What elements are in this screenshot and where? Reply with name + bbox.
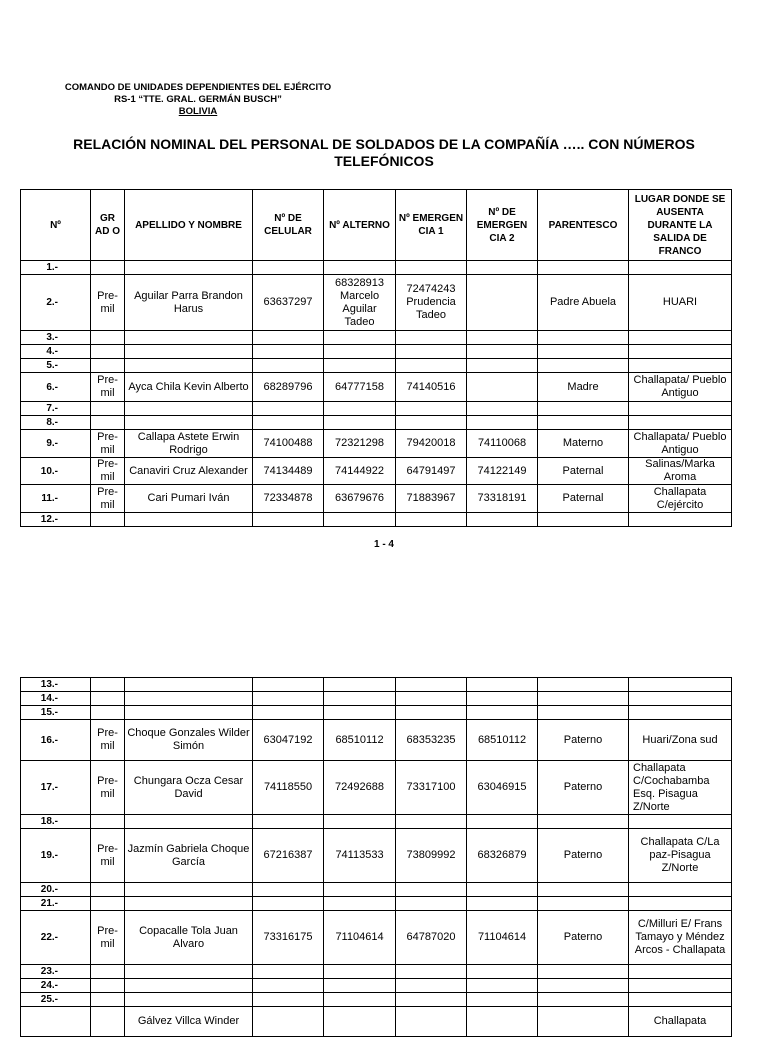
header-line-command: COMANDO DE UNIDADES DEPENDIENTES DEL EJÉRCITO <box>64 82 332 93</box>
table-row <box>21 678 732 692</box>
cell-rank: Pre-mil <box>91 911 125 965</box>
cell-rank <box>91 402 125 416</box>
cell-cellphone <box>253 897 324 911</box>
cell-relationship <box>538 883 629 897</box>
cell-rank <box>91 416 125 430</box>
cell-relationship <box>538 965 629 979</box>
cell-full-name <box>125 513 253 527</box>
table-row <box>21 331 732 345</box>
cell-emergency-phone-2: 74122149 <box>467 458 538 485</box>
cell-emergency-phone-2: 74110068 <box>467 430 538 458</box>
cell-emergency-phone-1 <box>396 815 467 829</box>
cell-leave-location <box>629 359 732 373</box>
cell-full-name <box>125 897 253 911</box>
cell-relationship <box>538 979 629 993</box>
cell-full-name <box>125 359 253 373</box>
cell-alternate-phone <box>324 993 396 1007</box>
cell-full-name: Jazmín Gabriela Choque García <box>125 829 253 883</box>
cell-rank: Pre-mil <box>91 485 125 513</box>
cell-leave-location: Challapata C/La paz-Pisagua Z/Norte <box>629 829 732 883</box>
cell-emergency-phone-1 <box>396 345 467 359</box>
cell-leave-location: Challapata/ Pueblo Antiguo <box>629 373 732 402</box>
table-row <box>21 261 732 275</box>
cell-cellphone <box>253 883 324 897</box>
cell-alternate-phone: 74113533 <box>324 829 396 883</box>
cell-cellphone: 68289796 <box>253 373 324 402</box>
cell-full-name: Aguilar Parra Brandon Harus <box>125 275 253 331</box>
cell-alternate-phone: 68510112 <box>324 720 396 761</box>
table-row <box>21 359 732 373</box>
cell-row-number: 15.- <box>21 706 91 720</box>
cell-emergency-phone-1: 79420018 <box>396 430 467 458</box>
table-row <box>21 911 732 965</box>
cell-alternate-phone: 72492688 <box>324 761 396 815</box>
cell-rank <box>91 979 125 993</box>
cell-rank <box>91 706 125 720</box>
cell-emergency-phone-1 <box>396 883 467 897</box>
cell-relationship: Paterno <box>538 761 629 815</box>
cell-alternate-phone <box>324 965 396 979</box>
cell-leave-location <box>629 261 732 275</box>
cell-emergency-phone-2 <box>467 706 538 720</box>
cell-leave-location <box>629 706 732 720</box>
cell-full-name: Cari Pumari Iván <box>125 485 253 513</box>
table-row <box>21 275 732 331</box>
cell-emergency-phone-1 <box>396 897 467 911</box>
cell-row-number: 16.- <box>21 720 91 761</box>
cell-cellphone: 74134489 <box>253 458 324 485</box>
cell-relationship <box>538 678 629 692</box>
table-row <box>21 1007 732 1037</box>
cell-rank: Pre-mil <box>91 275 125 331</box>
cell-row-number: 19.- <box>21 829 91 883</box>
personnel-table-page-2 <box>20 677 732 1037</box>
cell-alternate-phone <box>324 815 396 829</box>
cell-emergency-phone-1 <box>396 678 467 692</box>
cell-full-name <box>125 345 253 359</box>
table-row <box>21 720 732 761</box>
cell-row-number: 6.- <box>21 373 91 402</box>
cell-relationship: Madre <box>538 373 629 402</box>
table-row <box>21 706 732 720</box>
cell-rank: Pre-mil <box>91 761 125 815</box>
cell-leave-location <box>629 883 732 897</box>
cell-emergency-phone-1: 71883967 <box>396 485 467 513</box>
page-number: 1 - 4 <box>373 539 394 550</box>
cell-full-name <box>125 993 253 1007</box>
cell-relationship: Paterno <box>538 829 629 883</box>
cell-relationship <box>538 513 629 527</box>
cell-leave-location: Salinas/Marka Aroma <box>629 458 732 485</box>
cell-relationship <box>538 993 629 1007</box>
cell-cellphone <box>253 706 324 720</box>
personnel-table-page-1 <box>20 189 732 527</box>
header-line-unit: RS-1 “TTE. GRAL. GERMÁN BUSCH” <box>114 94 282 105</box>
cell-relationship <box>538 331 629 345</box>
cell-row-number: 1.- <box>21 261 91 275</box>
cell-full-name <box>125 678 253 692</box>
cell-emergency-phone-2 <box>467 1007 538 1037</box>
cell-cellphone: 72334878 <box>253 485 324 513</box>
table-row <box>21 485 732 513</box>
cell-alternate-phone <box>324 416 396 430</box>
cell-rank: Pre-mil <box>91 430 125 458</box>
cell-cellphone: 63047192 <box>253 720 324 761</box>
cell-relationship <box>538 897 629 911</box>
cell-emergency-phone-1 <box>396 261 467 275</box>
cell-relationship <box>538 416 629 430</box>
cell-row-number: 21.- <box>21 897 91 911</box>
cell-full-name <box>125 402 253 416</box>
table-row <box>21 692 732 706</box>
cell-row-number: 23.- <box>21 965 91 979</box>
cell-cellphone: 63637297 <box>253 275 324 331</box>
cell-relationship: Materno <box>538 430 629 458</box>
cell-row-number: 4.- <box>21 345 91 359</box>
cell-row-number: 18.- <box>21 815 91 829</box>
cell-relationship <box>538 359 629 373</box>
cell-emergency-phone-1: 73809992 <box>396 829 467 883</box>
cell-leave-location: Challapata C/Cochabamba Esq. Pisagua Z/Norte <box>629 761 732 815</box>
cell-row-number: 13.- <box>21 678 91 692</box>
cell-leave-location <box>629 965 732 979</box>
cell-leave-location <box>629 678 732 692</box>
cell-emergency-phone-2 <box>467 692 538 706</box>
cell-cellphone <box>253 513 324 527</box>
cell-emergency-phone-2: 68326879 <box>467 829 538 883</box>
cell-alternate-phone <box>324 692 396 706</box>
cell-cellphone <box>253 979 324 993</box>
cell-row-number: 8.- <box>21 416 91 430</box>
cell-relationship <box>538 815 629 829</box>
cell-leave-location: C/Milluri E/ Frans Tamayo y Méndez Arcos - Challapata <box>629 911 732 965</box>
cell-cellphone <box>253 359 324 373</box>
col-header-leave-location: LUGAR DONDE SE AUSENTA DURANTE LA SALIDA DE FRANCO <box>629 190 732 261</box>
cell-rank <box>91 678 125 692</box>
cell-emergency-phone-2 <box>467 897 538 911</box>
cell-cellphone <box>253 416 324 430</box>
cell-cellphone: 73316175 <box>253 911 324 965</box>
document-title: RELACIÓN NOMINAL DEL PERSONAL DE SOLDADOS DE LA COMPAÑÍA ….. CON NÚMEROS TELEFÓNICOS <box>73 136 695 169</box>
cell-emergency-phone-2 <box>467 513 538 527</box>
cell-relationship <box>538 1007 629 1037</box>
table-row <box>21 458 732 485</box>
cell-relationship: Padre Abuela <box>538 275 629 331</box>
cell-emergency-phone-2 <box>467 416 538 430</box>
cell-row-number: 3.- <box>21 331 91 345</box>
cell-leave-location <box>629 993 732 1007</box>
cell-row-number: 12.- <box>21 513 91 527</box>
col-header-name: APELLIDO Y NOMBRE <box>125 190 253 261</box>
cell-full-name <box>125 261 253 275</box>
cell-leave-location <box>629 331 732 345</box>
table-row <box>21 815 732 829</box>
col-header-number: Nº <box>21 190 91 261</box>
cell-rank <box>91 897 125 911</box>
cell-rank: Pre-mil <box>91 458 125 485</box>
cell-rank: Pre-mil <box>91 373 125 402</box>
cell-row-number: 14.- <box>21 692 91 706</box>
cell-emergency-phone-1: 64787020 <box>396 911 467 965</box>
cell-row-number: 5.- <box>21 359 91 373</box>
cell-alternate-phone: 68328913 Marcelo Aguilar Tadeo <box>324 275 396 331</box>
cell-cellphone <box>253 692 324 706</box>
cell-relationship <box>538 402 629 416</box>
cell-emergency-phone-1: 68353235 <box>396 720 467 761</box>
cell-cellphone <box>253 965 324 979</box>
cell-cellphone <box>253 993 324 1007</box>
table-row <box>21 979 732 993</box>
table-row <box>21 965 732 979</box>
cell-leave-location <box>629 692 732 706</box>
cell-relationship <box>538 261 629 275</box>
cell-row-number: 20.- <box>21 883 91 897</box>
cell-rank <box>91 883 125 897</box>
cell-emergency-phone-1: 72474243 Prudencia Tadeo <box>396 275 467 331</box>
cell-leave-location: Challapata <box>629 1007 732 1037</box>
cell-emergency-phone-2 <box>467 331 538 345</box>
cell-row-number: 9.- <box>21 430 91 458</box>
table-row <box>21 993 732 1007</box>
cell-emergency-phone-2 <box>467 345 538 359</box>
table-row <box>21 373 732 402</box>
cell-emergency-phone-1 <box>396 706 467 720</box>
cell-full-name <box>125 331 253 345</box>
cell-leave-location <box>629 345 732 359</box>
cell-row-number: 2.- <box>21 275 91 331</box>
cell-emergency-phone-2 <box>467 373 538 402</box>
cell-rank <box>91 815 125 829</box>
cell-alternate-phone <box>324 331 396 345</box>
cell-emergency-phone-1 <box>396 416 467 430</box>
cell-rank: Pre-mil <box>91 720 125 761</box>
cell-emergency-phone-2 <box>467 993 538 1007</box>
cell-leave-location: Huari/Zona sud <box>629 720 732 761</box>
table-row <box>21 761 732 815</box>
cell-emergency-phone-1 <box>396 402 467 416</box>
cell-relationship: Paternal <box>538 458 629 485</box>
cell-row-number: 22.- <box>21 911 91 965</box>
cell-leave-location <box>629 513 732 527</box>
cell-rank <box>91 261 125 275</box>
cell-emergency-phone-2: 71104614 <box>467 911 538 965</box>
cell-cellphone <box>253 345 324 359</box>
cell-full-name: Choque Gonzales Wilder Simón <box>125 720 253 761</box>
table-row <box>21 883 732 897</box>
cell-relationship <box>538 345 629 359</box>
col-header-emergency-2: Nº DE EMERGEN CIA 2 <box>467 190 538 261</box>
table-row <box>21 345 732 359</box>
table-row <box>21 513 732 527</box>
cell-full-name: Copacalle Tola Juan Alvaro <box>125 911 253 965</box>
cell-leave-location <box>629 979 732 993</box>
cell-rank <box>91 331 125 345</box>
cell-relationship: Paterno <box>538 911 629 965</box>
col-header-relationship: PARENTESCO <box>538 190 629 261</box>
cell-emergency-phone-1 <box>396 359 467 373</box>
cell-alternate-phone <box>324 883 396 897</box>
cell-emergency-phone-1 <box>396 1007 467 1037</box>
cell-cellphone <box>253 815 324 829</box>
cell-cellphone <box>253 402 324 416</box>
cell-emergency-phone-2 <box>467 979 538 993</box>
col-header-alternate: Nº ALTERNO <box>324 190 396 261</box>
cell-full-name: Callapa Astete Erwin Rodrigo <box>125 430 253 458</box>
col-header-cellphone: Nº DE CELULAR <box>253 190 324 261</box>
cell-alternate-phone <box>324 359 396 373</box>
cell-full-name <box>125 815 253 829</box>
cell-row-number: 10.- <box>21 458 91 485</box>
cell-cellphone <box>253 678 324 692</box>
cell-full-name <box>125 706 253 720</box>
cell-rank <box>91 513 125 527</box>
col-header-emergency-1: Nº EMERGEN CIA 1 <box>396 190 467 261</box>
cell-emergency-phone-2 <box>467 883 538 897</box>
cell-full-name <box>125 692 253 706</box>
cell-emergency-phone-2 <box>467 275 538 331</box>
cell-cellphone: 67216387 <box>253 829 324 883</box>
cell-alternate-phone <box>324 513 396 527</box>
cell-full-name <box>125 979 253 993</box>
cell-emergency-phone-2 <box>467 359 538 373</box>
cell-alternate-phone <box>324 402 396 416</box>
cell-cellphone <box>253 331 324 345</box>
cell-emergency-phone-2: 63046915 <box>467 761 538 815</box>
cell-rank <box>91 692 125 706</box>
table-row <box>21 416 732 430</box>
table-header-row <box>21 190 732 261</box>
cell-leave-location <box>629 897 732 911</box>
cell-emergency-phone-2: 73318191 <box>467 485 538 513</box>
table-row <box>21 829 732 883</box>
cell-row-number: 24.- <box>21 979 91 993</box>
cell-leave-location: Challapata C/ejército <box>629 485 732 513</box>
cell-alternate-phone: 64777158 <box>324 373 396 402</box>
cell-rank: Pre-mil <box>91 829 125 883</box>
cell-emergency-phone-1: 64791497 <box>396 458 467 485</box>
cell-leave-location: Challapata/ Pueblo Antiguo <box>629 430 732 458</box>
cell-row-number: 11.- <box>21 485 91 513</box>
cell-emergency-phone-1 <box>396 965 467 979</box>
cell-emergency-phone-1 <box>396 692 467 706</box>
cell-cellphone <box>253 261 324 275</box>
table-row <box>21 897 732 911</box>
cell-cellphone <box>253 1007 324 1037</box>
cell-rank <box>91 965 125 979</box>
cell-cellphone: 74118550 <box>253 761 324 815</box>
cell-relationship: Paternal <box>538 485 629 513</box>
cell-alternate-phone: 74144922 <box>324 458 396 485</box>
cell-emergency-phone-1 <box>396 979 467 993</box>
cell-full-name: Ayca Chila Kevin Alberto <box>125 373 253 402</box>
cell-alternate-phone <box>324 345 396 359</box>
cell-emergency-phone-1 <box>396 513 467 527</box>
cell-alternate-phone: 71104614 <box>324 911 396 965</box>
cell-full-name <box>125 965 253 979</box>
cell-rank <box>91 345 125 359</box>
table-row <box>21 430 732 458</box>
cell-alternate-phone: 72321298 <box>324 430 396 458</box>
cell-row-number: 25.- <box>21 993 91 1007</box>
cell-emergency-phone-1 <box>396 993 467 1007</box>
cell-emergency-phone-1: 73317100 <box>396 761 467 815</box>
cell-full-name: Canaviri Cruz Alexander <box>125 458 253 485</box>
document-header <box>40 82 356 118</box>
cell-relationship: Paterno <box>538 720 629 761</box>
header-line-country: BOLIVIA <box>178 106 218 117</box>
cell-full-name: Gálvez Villca Winder <box>125 1007 253 1037</box>
cell-full-name <box>125 883 253 897</box>
table-row <box>21 402 732 416</box>
cell-full-name: Chungara Ocza Cesar David <box>125 761 253 815</box>
cell-emergency-phone-1 <box>396 331 467 345</box>
cell-emergency-phone-2 <box>467 678 538 692</box>
cell-row-number <box>21 1007 91 1037</box>
cell-emergency-phone-2: 68510112 <box>467 720 538 761</box>
cell-emergency-phone-2 <box>467 402 538 416</box>
cell-rank <box>91 993 125 1007</box>
cell-row-number: 7.- <box>21 402 91 416</box>
cell-row-number: 17.- <box>21 761 91 815</box>
cell-alternate-phone <box>324 706 396 720</box>
col-header-rank: GR AD O <box>91 190 125 261</box>
cell-alternate-phone <box>324 897 396 911</box>
cell-relationship <box>538 692 629 706</box>
cell-rank <box>91 359 125 373</box>
cell-leave-location <box>629 402 732 416</box>
cell-alternate-phone <box>324 678 396 692</box>
cell-leave-location <box>629 815 732 829</box>
cell-alternate-phone <box>324 261 396 275</box>
cell-leave-location: HUARI <box>629 275 732 331</box>
cell-alternate-phone <box>324 979 396 993</box>
cell-leave-location <box>629 416 732 430</box>
cell-full-name <box>125 416 253 430</box>
cell-emergency-phone-2 <box>467 965 538 979</box>
cell-alternate-phone: 63679676 <box>324 485 396 513</box>
cell-relationship <box>538 706 629 720</box>
cell-cellphone: 74100488 <box>253 430 324 458</box>
cell-emergency-phone-1: 74140516 <box>396 373 467 402</box>
cell-emergency-phone-2 <box>467 815 538 829</box>
cell-alternate-phone <box>324 1007 396 1037</box>
cell-rank <box>91 1007 125 1037</box>
cell-emergency-phone-2 <box>467 261 538 275</box>
